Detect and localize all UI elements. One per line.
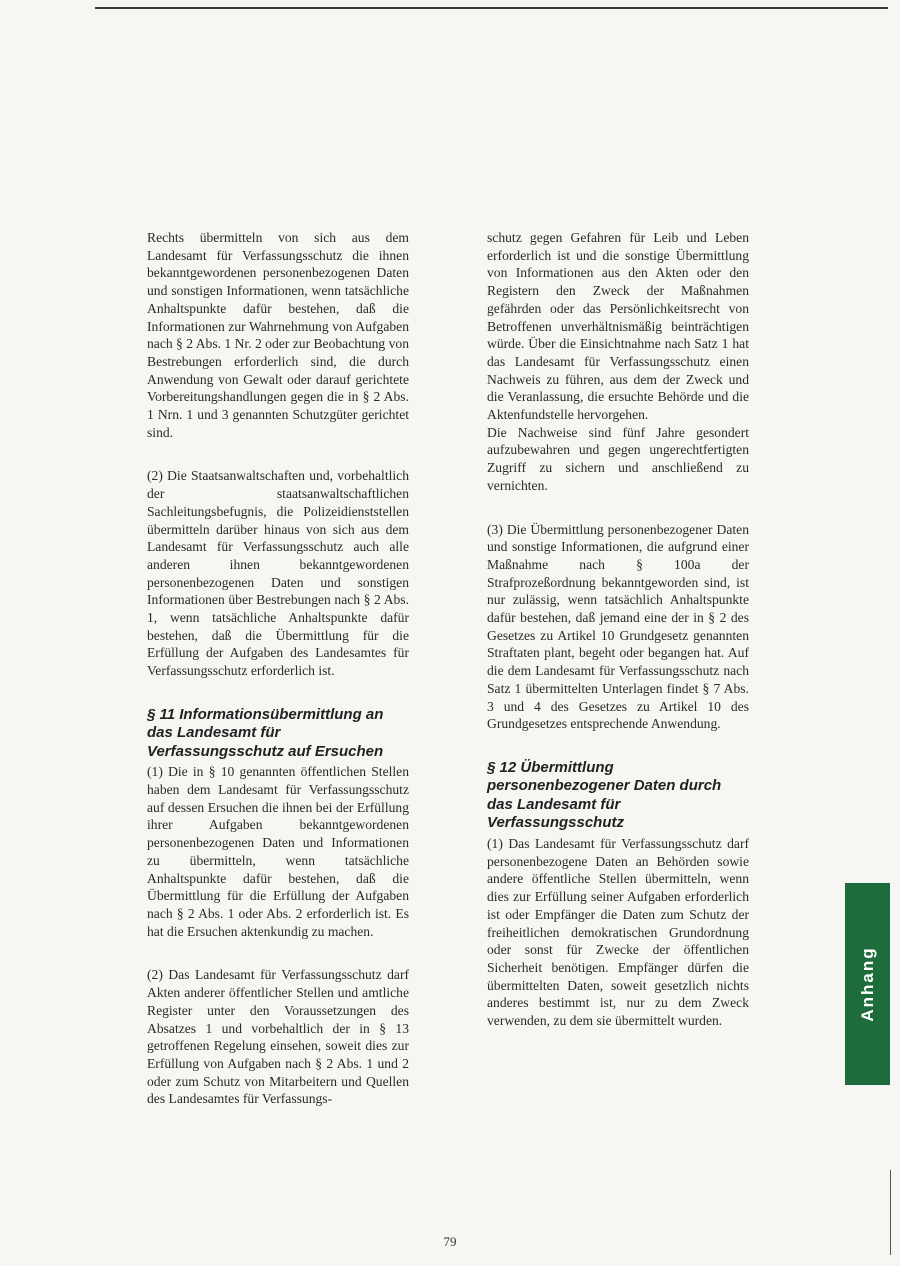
right-paragraph-2: Die Nachweise sind fünf Jahre gesondert aufzubewahren und gegen ungerechtfertigten Zugriff zu sichern und anschließend zu vernichten.	[487, 424, 749, 493]
section-11-heading: § 11 Informationsübermittlung an das Landesamt für Verfassungsschutz auf Ersuchen	[147, 705, 384, 760]
section-tab-label: Anhang	[857, 946, 877, 1022]
right-paragraph-1: schutz gegen Gefahren für Leib und Leben erforderlich ist und die sonstige Übermittlung von Informationen aus den Akten oder den Registern den Zweck der Maßnahmen gefährden oder das Persönlichkeitsrecht von Betroffenen unverhältnismäßig beinträchtigen würde. Über die Einsichtnahme nach Satz 1 hat das Landesamt für Verfassungsschutz einen Nachweis zu führen, aus dem der Zweck und die Veranlassung, die ersuchte Behörde und die Aktenfundstelle hervorgehen.	[487, 230, 749, 423]
left-paragraph-2: (2) Die Staatsanwaltschaften und, vorbehaltlich der staatsanwaltschaftlichen Sachleitungsbefugnis, die Polizeidienststellen übermitteln darüber hinaus von sich aus dem Landesamt für Verfassungsschutz auch alle anderen ihnen bekanntgewordenen personenbezogenen Daten und sonstigen Informationen über Bestrebungen nach § 2 Abs. 1, wenn tatsächliche Anhaltspunkte dafür bestehen, daß die Übermittlung für die Erfüllung der Aufgaben des Landesamtes für Verfassungsschutz erforderlich ist.	[147, 468, 409, 679]
left-paragraph-1: Rechts übermitteln von sich aus dem Landesamt für Verfassungsschutz die ihnen bekanntgewordenen personenbezogenen Daten und sonstigen Informationen, wenn tatsächliche Anhaltspunkte dafür bestehen, daß die Informationen zur Wahrnehmung von Aufgaben nach § 2 Abs. 1 Nr. 2 oder zur Beobachtung von Bestrebungen erforderlich sind, die durch Anwendung von Gewalt oder darauf gerichtete Vorbereitungshandlungen gegen die in § 2 Abs. 1 Nrn. 1 und 3 genannten Schutzgüter gerichtet sind.	[147, 230, 410, 440]
left-paragraph-3: (1) Die in § 10 genannten öffentlichen Stellen haben dem Landesamt für Verfassungsschutz auf dessen Ersuchen die ihnen bei der Erfüllung ihrer Aufgaben bekanntgewordenen personenbezogenen Daten und Informationen zu übermitteln, wenn tatsächliche Anhaltspunkte dafür bestehen, daß die Übermittlung für die Erfüllung der Aufgaben nach § 2 Abs. 1 oder Abs. 2 erforderlich ist. Es hat die Ersuchen aktenkundig zu machen.	[147, 764, 409, 939]
left-column	[147, 229, 409, 1108]
right-column	[487, 229, 749, 1030]
page-number: 79	[443, 1234, 457, 1249]
right-paragraph-4: (1) Das Landesamt für Verfassungsschutz darf personenbezogene Daten an Behörden sowie andere öffentliche Stellen übermitteln, wenn dies zur Erfüllung seiner Aufgaben erforderlich ist oder Empfänger die Daten zum Schutz der freiheitlichen demokratischen Grundordnung oder sonst für Zwecke der öffentlichen Sicherheit benötigen. Empfänger dürfen die übermittelten Daten, soweit gesetzlich nichts anderes bestimmt ist, nur zu dem Zweck verwenden, zu dem sie übermittelt wurden.	[487, 835, 749, 1029]
section-tab	[845, 883, 890, 1085]
right-paragraph-3: (3) Die Übermittlung personenbezogener Daten und sonstige Informationen, die aufgrund einer Maßnahme nach § 100a der Strafprozeßordnung bekanntgeworden sind, ist nur zulässig, wenn tatsächlich Anhaltspunkte dafür bestehen, daß jemand eine der in § 2 des Gesetzes zu Artikel 10 Grundgesetz genannten Straftaten plant, begeht oder begangen hat. Auf die dem Landesamt für Verfassungsschutz nach Satz 1 übermittelten Unterlagen findet § 7 Abs. 3 und 4 des Gesetzes zu Artikel 10 des Grundgesetzes entsprechende Anwendung.	[487, 521, 749, 732]
section-12-heading: § 12 Übermittlung personenbezogener Daten durch das Landesamt für Verfassungsschutz	[487, 758, 722, 832]
top-rule	[95, 7, 888, 9]
left-paragraph-4: (2) Das Landesamt für Verfassungsschutz darf Akten anderer öffentlicher Stellen und amtliche Register unter den Voraussetzungen des Absatzes 1 und vorbehaltlich der in § 13 getroffenen Regelung einsehen, soweit dies zur Erfüllung von Aufgaben nach § 2 Abs. 1 und 2 oder zum Schutz von Mitarbeitern und Quellen des Landesamtes für Verfassungs-	[147, 967, 409, 1107]
